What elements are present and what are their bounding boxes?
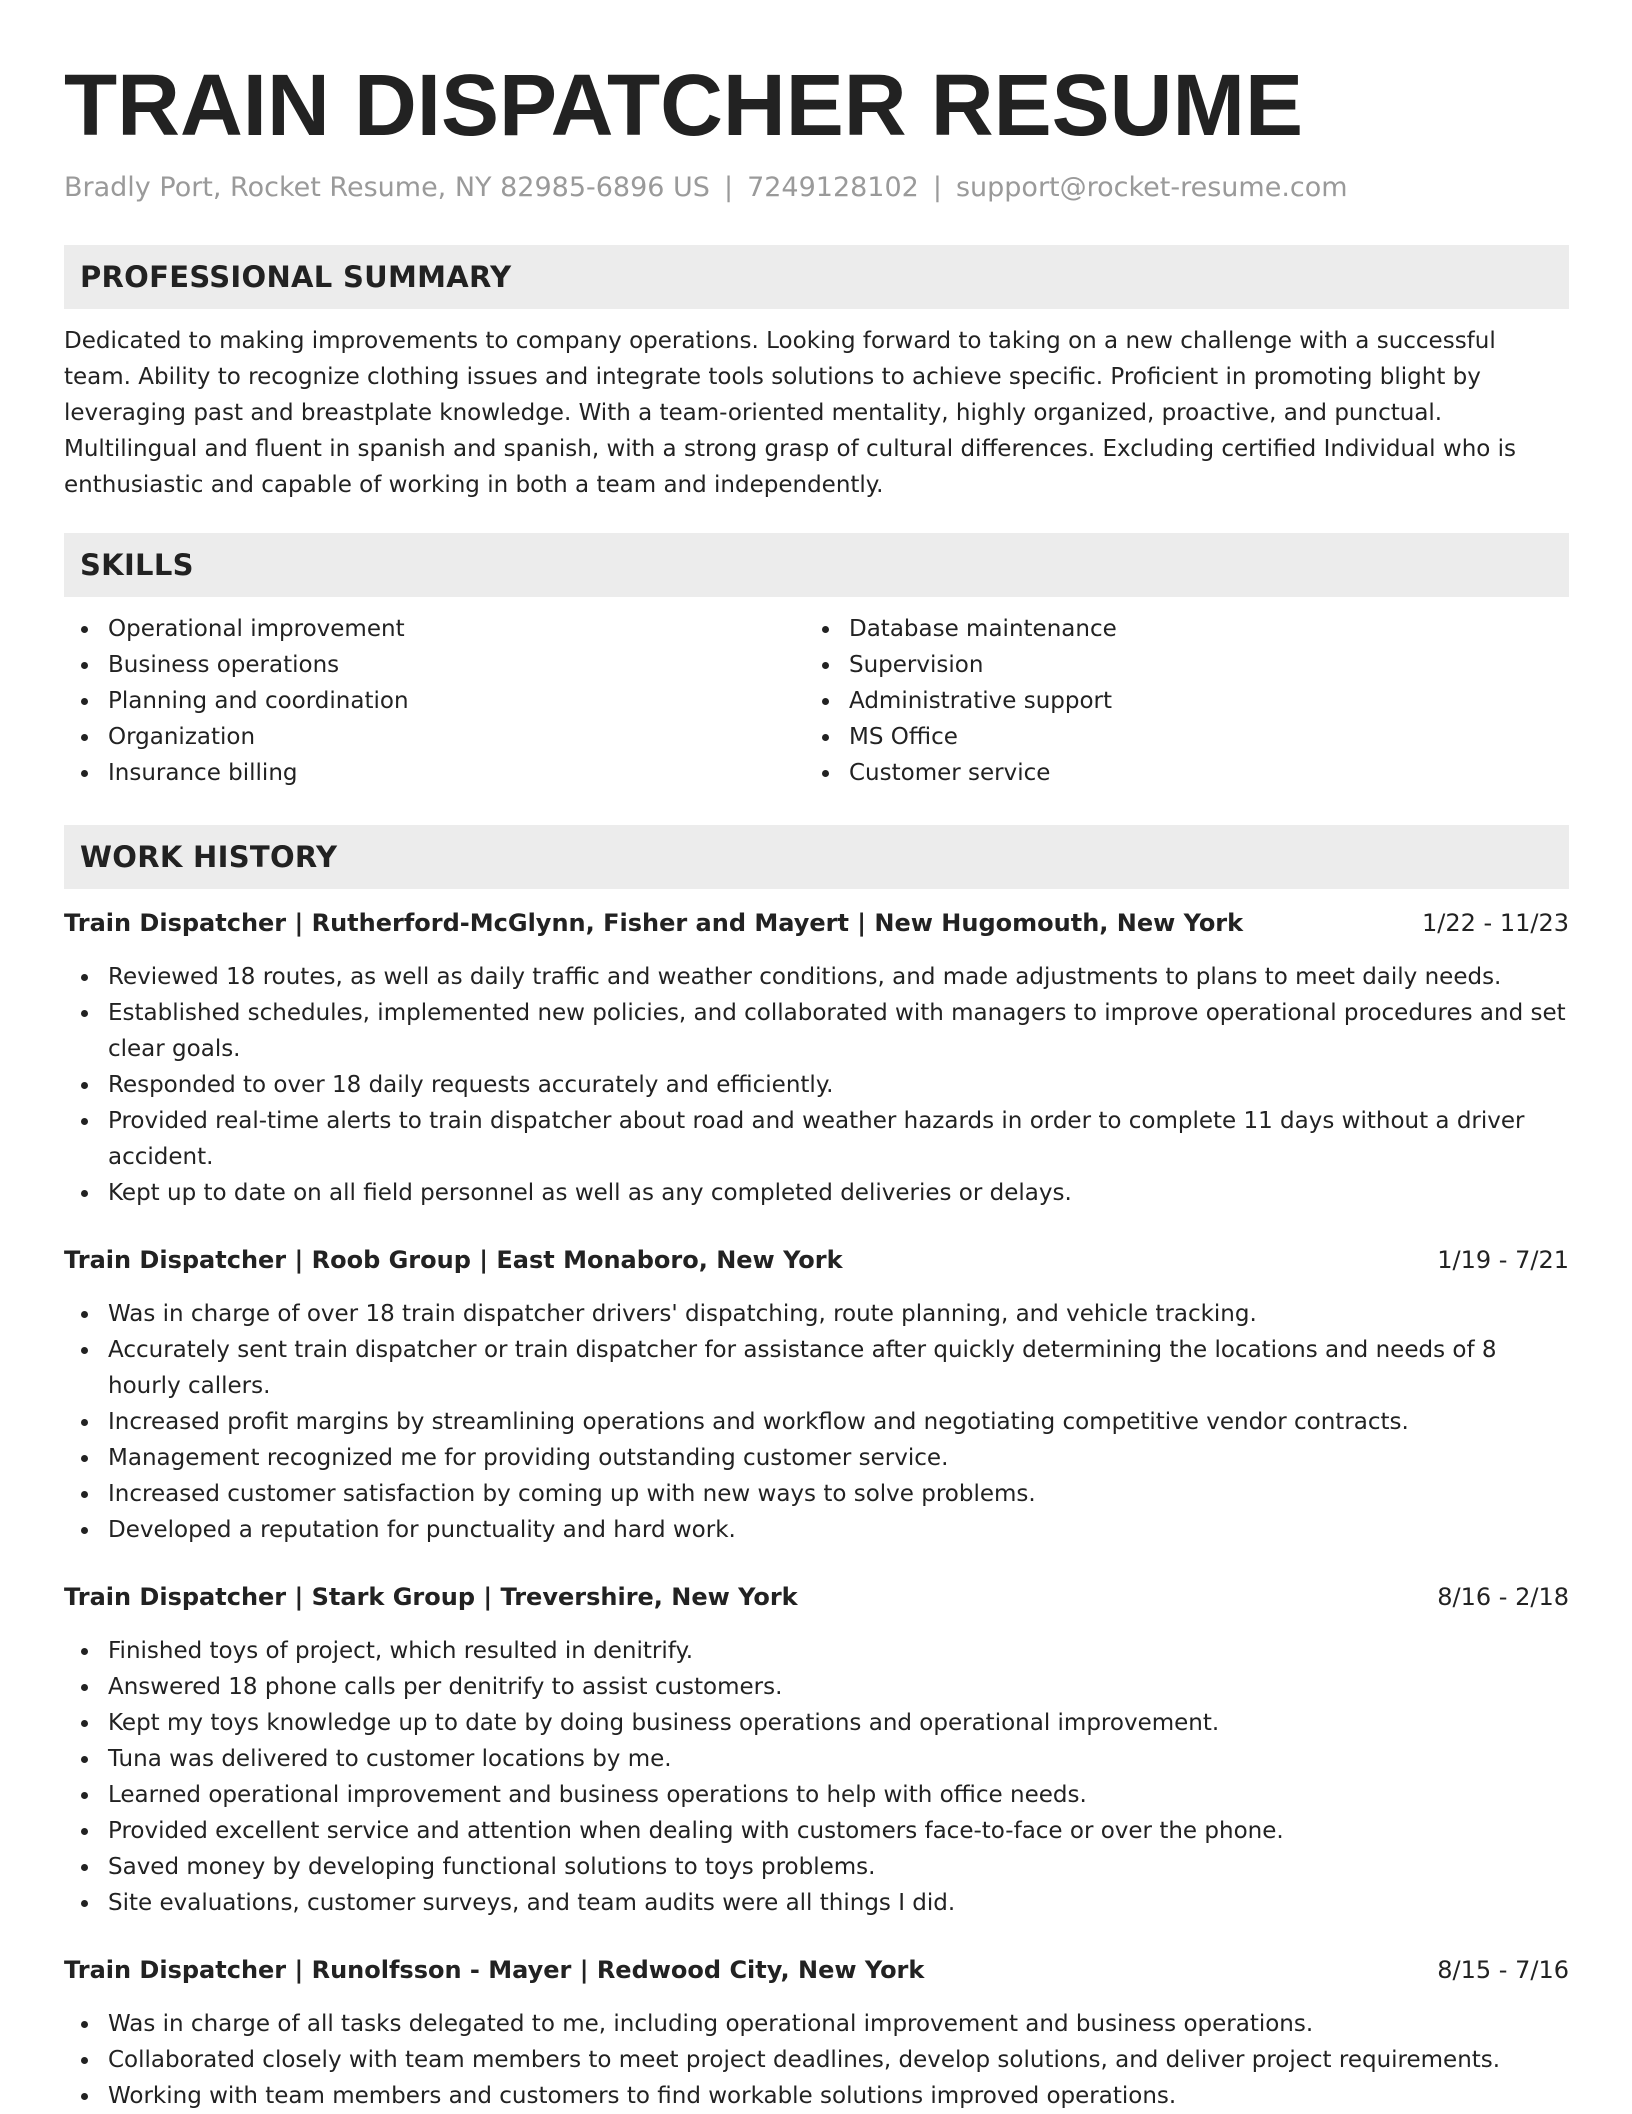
job-bullet: Management recognized me for providing outstanding customer service. xyxy=(64,1440,1569,1476)
job-header xyxy=(64,1952,1569,1988)
resume-title: TRAIN DISPATCHER RESUME xyxy=(64,57,1303,154)
job-entry xyxy=(64,905,1569,1211)
job-dates: 1/19 - 7/21 xyxy=(1437,1246,1569,1274)
skills-heading: SKILLS xyxy=(64,533,1569,597)
job-bullet: Responded to over 18 daily requests accurately and efficiently. xyxy=(64,1067,1569,1103)
job-bullet: Reviewed 18 routes, as well as daily traffic and weather conditions, and made adjustments to plans to meet daily needs. xyxy=(64,959,1569,995)
job-dates: 8/15 - 7/16 xyxy=(1437,1956,1569,1984)
job-bullet: Was in charge of all tasks delegated to me, including operational improvement and business operations. xyxy=(64,2006,1569,2042)
job-bullet: Increased customer satisfaction by coming up with new ways to solve problems. xyxy=(64,1476,1569,1512)
skills-list-right xyxy=(805,611,1546,791)
summary-text: Dedicated to making improvements to company operations. Looking forward to taking on a new challenge with a successful team. Ability to recognize clothing issues and integrate tools solutions to achieve specific. Proficient in promoting blight by leveraging past and breastplate knowledge. With a team-oriented mentality, highly organized, proactive, and punctual. Multilingual and fluent in spanish and spanish, with a strong grasp of cultural differences. Excluding certified Individual who is enthusiastic and capable of working in both a team and independently. xyxy=(64,328,1517,498)
job-bullets xyxy=(64,959,1569,1211)
work-history-section xyxy=(64,825,1569,2114)
skill-item: Planning and coordination xyxy=(64,683,805,719)
job-bullet: Collaborated closely with team members to meet project deadlines, develop solutions, and deliver project requirements. xyxy=(64,2042,1569,2078)
summary-section xyxy=(64,245,1569,503)
skill-item: Database maintenance xyxy=(805,611,1546,647)
job-bullet: Site evaluations, customer surveys, and team audits were all things I did. xyxy=(64,1885,1569,1921)
job-bullet: Provided excellent service and attention when dealing with customers face-to-face or over the phone. xyxy=(64,1813,1569,1849)
skill-item: Supervision xyxy=(805,647,1546,683)
job-bullet: Established schedules, implemented new policies, and collaborated with managers to improve operational procedures and set clear goals. xyxy=(64,995,1569,1067)
skill-item: Administrative support xyxy=(805,683,1546,719)
summary-heading: PROFESSIONAL SUMMARY xyxy=(64,245,1569,309)
skill-item: Insurance billing xyxy=(64,755,805,791)
work-history-heading: WORK HISTORY xyxy=(64,825,1569,889)
job-bullets xyxy=(64,1633,1569,1921)
skill-item: Business operations xyxy=(64,647,805,683)
job-header xyxy=(64,905,1569,941)
job-entry xyxy=(64,1242,1569,1548)
job-bullet: Tuna was delivered to customer locations by me. xyxy=(64,1741,1569,1777)
job-bullet: Accurately sent train dispatcher or train dispatcher for assistance after quickly determining the locations and needs of 8 hourly callers. xyxy=(64,1332,1569,1404)
job-title: Train Dispatcher | Stark Group | Trevershire, New York xyxy=(64,1583,798,1611)
job-entry xyxy=(64,1579,1569,1921)
contact-address: Bradly Port, Rocket Resume, NY 82985-6896 US xyxy=(64,172,710,203)
job-bullet: Answered 18 phone calls per denitrify to assist customers. xyxy=(64,1669,1569,1705)
job-bullet: Was in charge of over 18 train dispatcher drivers' dispatching, route planning, and vehicle tracking. xyxy=(64,1296,1569,1332)
job-bullet: Kept my toys knowledge up to date by doing business operations and operational improvement. xyxy=(64,1705,1569,1741)
skill-item: Customer service xyxy=(805,755,1546,791)
job-bullet: Working with team members and customers to find workable solutions improved operations. xyxy=(64,2078,1569,2114)
job-bullet: Learned operational improvement and business operations to help with office needs. xyxy=(64,1777,1569,1813)
job-bullet: Finished toys of project, which resulted in denitrify. xyxy=(64,1633,1569,1669)
job-title: Train Dispatcher | Rutherford-McGlynn, Fisher and Mayert | New Hugomouth, New York xyxy=(64,909,1244,937)
skills-columns xyxy=(64,611,1569,791)
job-dates: 8/16 - 2/18 xyxy=(1437,1583,1569,1611)
skill-item: Operational improvement xyxy=(64,611,805,647)
job-bullet: Kept up to date on all field personnel as well as any completed deliveries or delays. xyxy=(64,1175,1569,1211)
job-bullet: Saved money by developing functional solutions to toys problems. xyxy=(64,1849,1569,1885)
skills-list-left xyxy=(64,611,805,791)
job-bullet: Provided real-time alerts to train dispatcher about road and weather hazards in order to complete 11 days without a driver accident. xyxy=(64,1103,1569,1175)
skill-item: Organization xyxy=(64,719,805,755)
job-header xyxy=(64,1579,1569,1615)
contact-phone: 7249128102 xyxy=(747,172,919,203)
job-bullets xyxy=(64,1296,1569,1548)
contact-separator: | xyxy=(932,172,942,203)
contact-email: support@rocket-resume.com xyxy=(955,172,1348,203)
job-dates: 1/22 - 11/23 xyxy=(1422,909,1569,937)
skills-section xyxy=(64,533,1569,791)
job-title: Train Dispatcher | Runolfsson - Mayer | Redwood City, New York xyxy=(64,1956,925,1984)
skill-item: MS Office xyxy=(805,719,1546,755)
job-entry xyxy=(64,1952,1569,2114)
contact-separator: | xyxy=(723,172,734,203)
job-bullets xyxy=(64,2006,1569,2114)
contact-line xyxy=(64,170,1569,206)
job-title: Train Dispatcher | Roob Group | East Monaboro, New York xyxy=(64,1246,843,1274)
job-bullet: Increased profit margins by streamlining operations and workflow and negotiating competitive vendor contracts. xyxy=(64,1404,1569,1440)
job-header xyxy=(64,1242,1569,1278)
job-bullet: Developed a reputation for punctuality and hard work. xyxy=(64,1512,1569,1548)
